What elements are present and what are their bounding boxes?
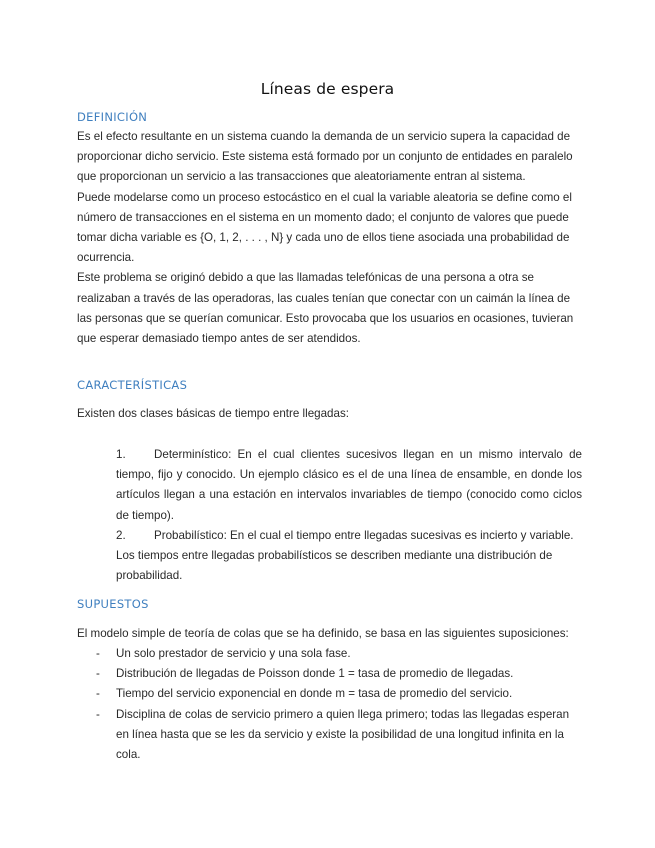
list-item	[116, 526, 582, 587]
definicion-body	[77, 127, 582, 349]
list-item	[92, 705, 582, 766]
list-item-text: Tiempo del servicio exponencial en donde m = tasa de promedio del servicio.	[116, 687, 513, 701]
definicion-paragraph-3: Este problema se originó debido a que las llamadas telefónicas de una persona a otra se realizaban a través de las operadoras, las cuales tenían que conectar con un caimán la línea de las personas que se querían comunicar. Esto provocaba que los usuarios en ocasiones, tuvieran que esperar demasiado tiempo antes de ser atendidos.	[77, 271, 574, 346]
list-item-number: 2.	[116, 528, 126, 542]
list-bullet: -	[96, 647, 100, 660]
page-title: Líneas de espera	[260, 80, 395, 98]
list-bullet: -	[96, 687, 100, 701]
list-item	[92, 664, 582, 684]
heading-caracteristicas: CARACTERÍSTICAS	[77, 378, 188, 392]
list-item-text: Disciplina de colas de servicio primero a quien llega primero; todas las llegadas esperan en línea hasta que se les da servicio y existe la posibilidad de una longitud infinita en la cola.	[116, 707, 570, 762]
list-item-text: Probabilístico: En el cual el tiempo entre llegadas sucesivas es incierto y variable. Los tiempos entre llegadas probabilísticos se describen mediante una distribución de probabilidad.	[116, 528, 574, 583]
list-item-text: Un solo prestador de servicio y una sola fase.	[116, 647, 351, 660]
list-item-number: 1.	[116, 448, 126, 461]
list-item	[92, 644, 582, 664]
list-bullet: -	[96, 707, 100, 721]
list-bullet: -	[96, 667, 100, 681]
heading-definicion: DEFINICIÓN	[77, 110, 148, 124]
caracteristicas-intro: Existen dos clases básicas de tiempo entre llegadas:	[77, 407, 349, 420]
heading-supuestos: SUPUESTOS	[77, 597, 149, 611]
definicion-paragraph-1: Es el efecto resultante en un sistema cuando la demanda de un servicio supera la capacidad de proporcionar dicho servicio. Este sistema está formado por un conjunto de entidades en paralelo que proporcionan un servicio a las transacciones que aleatoriamente entran al sistema.	[77, 130, 573, 184]
supuestos-intro: El modelo simple de teoría de colas que se ha definido, se basa en las siguientes suposiciones:	[77, 627, 569, 640]
caracteristicas-list	[116, 445, 582, 586]
list-item-text: Distribución de llegadas de Poisson donde 1 = tasa de promedio de llegadas.	[116, 667, 514, 681]
list-item-text: Determinístico: En el cual clientes sucesivos llegan en un mismo intervalo de tiempo, fijo y conocido. Un ejemplo clásico es el de una línea de ensamble, en donde los artículos llegan a una estación en intervalos invariables de tiempo (conocido como ciclos de tiempo).	[116, 448, 582, 522]
supuestos-list	[92, 644, 582, 765]
list-item	[92, 684, 582, 704]
definicion-paragraph-2: Puede modelarse como un proceso estocástico en el cual la variable aleatoria se define como el número de transacciones en el sistema en un momento dado; el conjunto de valores que puede tomar dicha variable es {O, 1, 2, . . . , N} y cada uno de ellos tiene asociada una probabilidad de ocurrencia.	[77, 190, 572, 265]
list-item	[116, 445, 582, 526]
